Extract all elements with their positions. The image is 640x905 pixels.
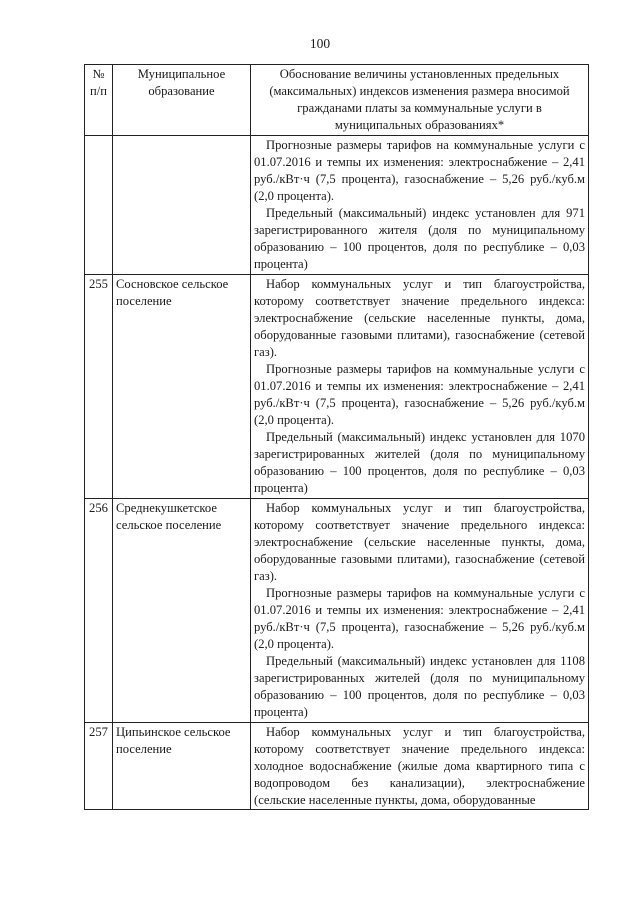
index-paragraph: Предельный (максимальный) индекс установлен для 1108 зарегистрированных жителей (доля по муниципальному образованию – 100 процентов, доля по республике – 0,03 процента) (254, 654, 585, 719)
tariff-index-table (84, 64, 589, 810)
row-justification (251, 275, 589, 499)
row-municipality (113, 136, 251, 275)
row-justification (251, 136, 589, 275)
row-municipality: Сосновское сельское поселение (113, 275, 251, 499)
row-justification (251, 499, 589, 723)
row-justification (251, 723, 589, 810)
header-num: № п/п (85, 65, 113, 136)
tariff-paragraph: Прогнозные размеры тарифов на коммунальные услуги с 01.07.2016 и темпы их изменения: электроснабжение – 2,41 руб./кВт·ч (7,5 процента), газоснабжение – 5,26 руб./куб.м (2,0 процента). (254, 586, 585, 651)
table-row (85, 499, 589, 723)
services-paragraph: Набор коммунальных услуг и тип благоустройства, которому соответствует значение предельного индекса: электроснабжение (сельские населенные пункты, дома, оборудованные газовыми плитами), газоснабжение (сетевой газ). (254, 277, 585, 359)
services-paragraph: Набор коммунальных услуг и тип благоустройства, которому соответствует значение предельного индекса: электроснабжение (сельские населенные пункты, дома, оборудованные газовыми плитами), газоснабжение (сетевой газ). (254, 501, 585, 583)
row-num (85, 136, 113, 275)
row-num: 255 (85, 275, 113, 499)
table-row (85, 136, 589, 275)
header-municipality: Муниципальное образование (113, 65, 251, 136)
index-paragraph: Предельный (максимальный) индекс установлен для 971 зарегистрированного жителя (доля по муниципальному образованию – 100 процентов, доля по республике – 0,03 процента) (254, 206, 585, 271)
index-paragraph: Предельный (максимальный) индекс установлен для 1070 зарегистрированных жителей (доля по муниципальному образованию – 100 процентов, доля по республике – 0,03 процента) (254, 430, 585, 495)
header-justification: Обоснование величины установленных предельных (максимальных) индексов изменения размера вносимой гражданами платы за коммунальные услуги в муниципальных образованиях* (251, 65, 589, 136)
row-municipality: Среднекушкетское сельское поселение (113, 499, 251, 723)
table-row (85, 275, 589, 499)
tariff-paragraph: Прогнозные размеры тарифов на коммунальные услуги с 01.07.2016 и темпы их изменения: электроснабжение – 2,41 руб./кВт·ч (7,5 процента), газоснабжение – 5,26 руб./куб.м (2,0 процента). (254, 362, 585, 427)
page-number: 100 (309, 36, 331, 51)
tariff-paragraph: Прогнозные размеры тарифов на коммунальные услуги с 01.07.2016 и темпы их изменения: электроснабжение – 2,41 руб./кВт·ч (7,5 процента), газоснабжение – 5,26 руб./куб.м (2,0 процента). (254, 138, 585, 203)
row-num: 256 (85, 499, 113, 723)
services-paragraph: Набор коммунальных услуг и тип благоустройства, которому соответствует значение предельного индекса: холодное водоснабжение (жилые дома квартирного типа с водопроводом без канализации), электроснабжение (сельские населенные пункты, дома, оборудованные (254, 725, 585, 807)
row-municipality: Ципьинское сельское поселение (113, 723, 251, 810)
table-row (85, 723, 589, 810)
row-num: 257 (85, 723, 113, 810)
table-header-row (85, 65, 589, 136)
